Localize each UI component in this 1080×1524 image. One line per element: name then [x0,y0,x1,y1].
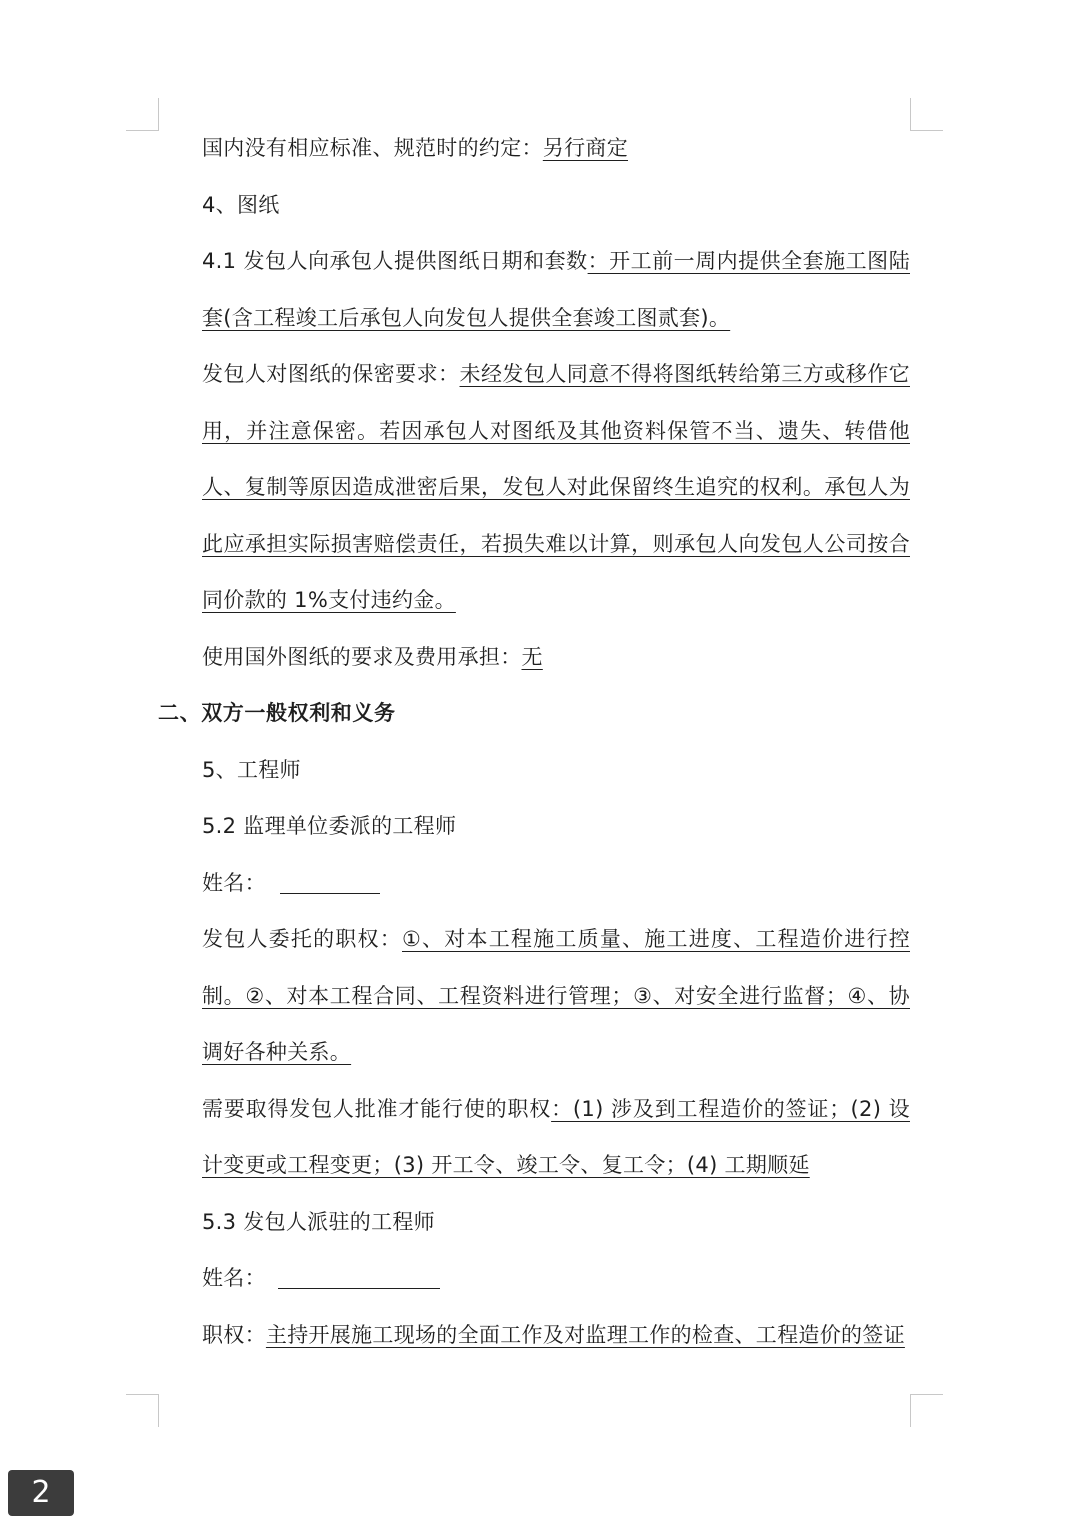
paragraph-supervisor-name [158,855,910,912]
drawing-supply-value: ：开工前一周内提供全套施工图陆套(含工程竣工后承包人向发包人提供全套竣工图贰套)。 [202,249,910,330]
approval-powers-value: ：(1) 涉及到工程造价的签证；(2) 设计变更或工程变更；(3) 开工令、竣工令、复工令；(4) 工期顺延 [202,1096,910,1177]
confidentiality-value: 未经发包人同意不得将图纸转给第三方或移作它用，并注意保密。若因承包人对图纸及其他资料保管不当、遗失、转借他人、复制等原因造成泄密后果，发包人对此保留终生追究的权利。承包人为此应承担实际损害赔偿责任，若损失难以计算，则承包人向发包人公司按合同价款的 1%支付违约金。 [202,362,910,612]
confidentiality-label: 发包人对图纸的保密要求： [202,362,460,386]
paragraph-foreign-drawings [158,629,910,686]
client-engineer-powers-label: 职权： [202,1322,266,1347]
section-engineer-title: 5、工程师 [202,757,301,782]
subsection-supervisor-engineer: 5.2 监理单位委派的工程师 [202,814,457,838]
drawing-supply-label: 4.1 发包人向承包人提供图纸日期和套数 [202,249,588,273]
crop-mark-bottom-left [126,1394,159,1427]
paragraph-delegated-powers [158,911,910,1081]
section-heading-rights: 二、双方一般权利和义务 [158,701,396,725]
client-engineer-name-blank [278,1268,440,1289]
paragraph-standards [158,120,910,177]
crop-mark-top-right [910,98,943,131]
page-number-badge: 2 [8,1470,74,1516]
paragraph-confidentiality [158,346,910,629]
approval-powers-label: 需要取得发包人批准才能行使的职权 [202,1096,552,1121]
foreign-drawings-value: 无 [521,644,543,669]
paragraph-client-engineer-powers [158,1307,910,1364]
delegated-powers-value: ①、对本工程施工质量、施工进度、工程造价进行控制。②、对本工程合同、工程资料进行管理；③、对安全进行监督；④、协调好各种关系。 [202,927,910,1064]
standards-label: 国内没有相应标准、规范时的约定： [202,136,543,160]
paragraph-client-engineer-name [158,1250,910,1307]
crop-mark-top-left [126,98,159,131]
paragraph-approval-powers [158,1081,910,1194]
section-drawings-title: 4、图纸 [202,192,280,217]
standards-value: 另行商定 [542,136,629,160]
document-body [158,120,910,1363]
client-engineer-powers-value: 主持开展施工现场的全面工作及对监理工作的检查、工程造价的签证 [265,1322,905,1347]
foreign-drawings-label: 使用国外图纸的要求及费用承担： [202,644,522,669]
crop-mark-bottom-right [910,1394,943,1427]
paragraph-drawing-supply [158,233,910,346]
supervisor-name-blank [280,873,380,894]
delegated-powers-label: 发包人委托的职权： [202,927,402,951]
client-engineer-name-label: 姓名： [202,1266,266,1290]
subsection-client-engineer: 5.3 发包人派驻的工程师 [202,1209,435,1234]
supervisor-name-label: 姓名： [202,870,266,895]
